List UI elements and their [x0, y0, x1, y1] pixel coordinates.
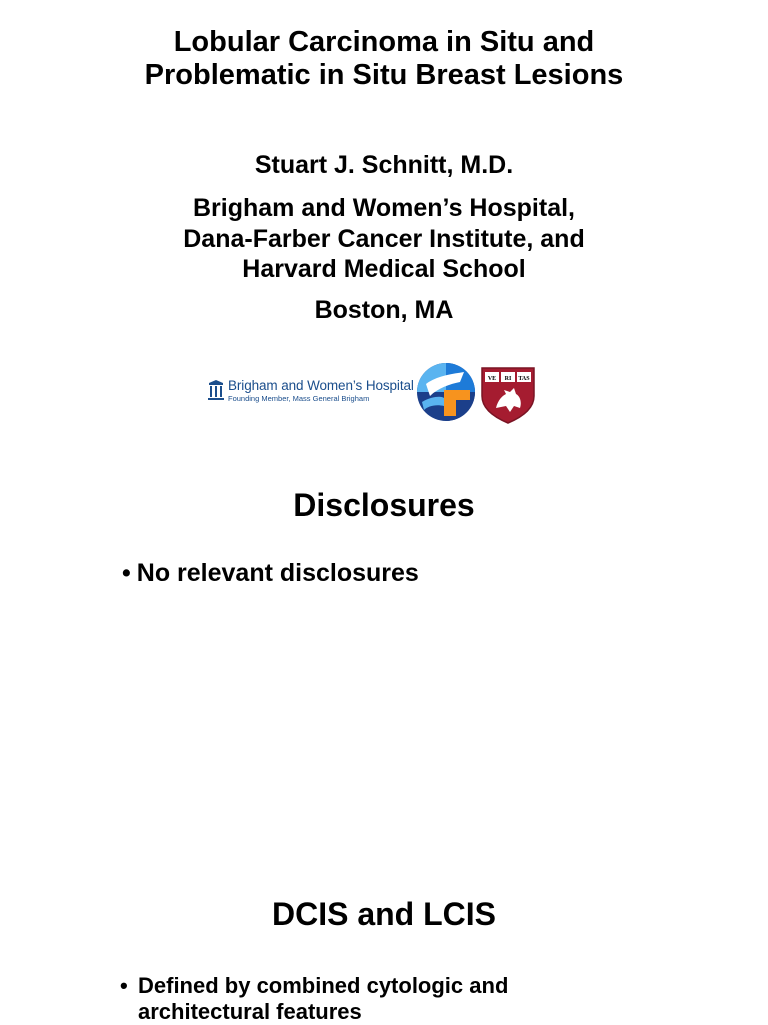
building-icon	[208, 380, 224, 402]
slide-title: DCIS and LCIS	[271, 896, 496, 932]
affiliation-line: Dana-Farber Cancer Institute, and	[183, 224, 585, 253]
affiliation-line: Harvard Medical School	[242, 255, 526, 283]
bwh-subtitle: Founding Member, Mass General Brigham	[228, 394, 370, 403]
bullet-item	[120, 973, 740, 1025]
location: Boston, MA	[314, 296, 454, 324]
shield-text: RI	[504, 376, 512, 382]
title-line: Problematic in Situ Breast Lesions	[144, 59, 624, 91]
author-name: Stuart J. Schnitt, M.D.	[254, 151, 514, 179]
shield-text: VE	[487, 376, 497, 382]
bullet-text: No relevant disclosures	[136, 559, 419, 587]
slide-title	[0, 26, 768, 92]
shield-text: TAS	[518, 376, 530, 382]
affiliation	[0, 193, 768, 285]
bwh-logo	[208, 378, 413, 408]
bullet-line: architectural features	[138, 999, 362, 1024]
bullet-marker: •	[120, 973, 128, 998]
affiliation-line: Brigham and Women’s Hospital,	[193, 194, 575, 222]
bullet-marker: •	[122, 559, 131, 587]
bullet-line: Defined by combined cytologic and	[138, 973, 509, 998]
dana-farber-logo	[416, 362, 476, 422]
title-line: Lobular Carcinoma in Situ and	[173, 26, 595, 58]
slide-title: Disclosures	[293, 487, 475, 523]
institution-logos	[208, 360, 538, 424]
harvard-shield-logo	[480, 366, 536, 424]
bullet-item	[122, 558, 419, 588]
bwh-name: Brigham and Women’s Hospital	[228, 378, 414, 393]
bullet-text	[120, 973, 740, 1025]
